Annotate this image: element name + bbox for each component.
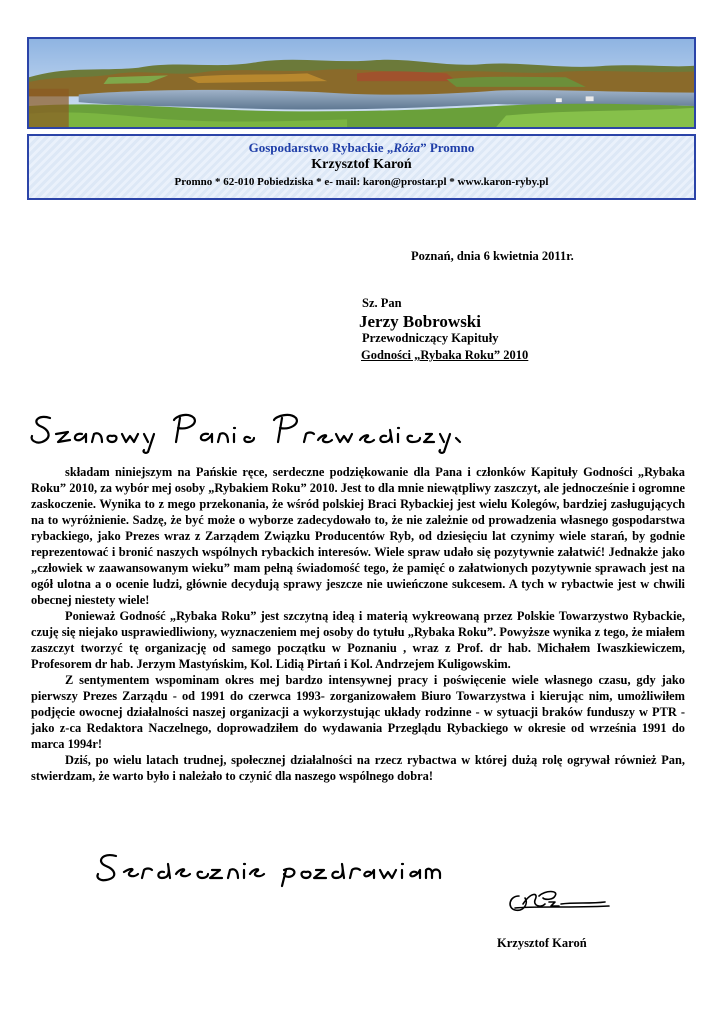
handwritten-greeting-image [28, 400, 478, 455]
recipient-role: Przewodniczący Kapituły [362, 331, 499, 345]
header-landscape-photo [27, 37, 696, 129]
letterhead [27, 134, 696, 200]
company-name-suffix: ” Promno [420, 140, 475, 155]
body-paragraph: Ponieważ Godność „Rybaka Roku” jest szczytną ideą i materią wykreowaną przez Polskie Towarzystwo Rybackie, czuję się niejako usprawiedliwiony, wyznaczeniem mej osoby do tytułu „Rybaka Roku”. Powyższe wynika z tego, że miałem zaszczyt tworzyć tę organizację od samego początku w Poznaniu , wraz z Prof. dr hab. Michałem Iwaszkiewiczem, Profesorem dr hab. Jerzym Mastyńskim, Kol. Lidią Pirtań i Kol. Andrzejem Kuligowskim. [31, 609, 685, 671]
recipient-name: Jerzy Bobrowski [359, 312, 481, 331]
body-paragraph: Z sentymentem wspominam okres mej bardzo intensywnej pracy i poświęcenie wiele własnego czasu, gdy jako pierwszy Prezes Zarządu - od 1991 do czerwca 1993- zorganizowałem Biuro Towarzystwa i kierując nim, umożliwiłem podjęcie owocnej działalności naszej organizacji a wykorzystując układy rodzinne - w sytuacji braków funduszy w PTR - jako z-ca Redaktora Naczelnego, doprowadziłem do wydawania Przeglądu Rybackiego w okresie od września 1991 do marca 1994r! [31, 673, 685, 751]
body-paragraph: składam niniejszym na Pańskie ręce, serdeczne podziękowanie dla Pana i członków Kapituły Godności „Rybaka Roku” 2010, za wybór mej osoby „Rybakiem Roku” 2010. Jest to dla mnie niewątpliwy zaszczyt, ale jednocześnie i ogromne zaskoczenie. Wynika to z mego przekonania, że wśród polskiej Braci Rybackiej jest wielu Kolegów, bardziej zasługujących na to wyróżnienie. Sadzę, że być może o wyborze zadecydowało to, że nie zależnie od prowadzenia własnego gospodarstwa rybackiego, jako Prezes wraz z Zarządem Związku Producentów Ryb, od dziesięciu lat czynimy wiele starań, by godnie reprezentować i bronić naszych wspólnych rybackich interesów. Wiele spraw udało się pozytywnie załatwić! Jednakże jako „człowiek w zaawansowanym wieku” mam pełną świadomość tego, że pamięć o załatwionych pozytywnie sprawach jest na ogół ulotna a o ocenie ludzi, głównie decydują sprawy jeszcze nie uwieńczone sukcesem. A tych w rybactwie jest w chwili obecnej niestety wiele! [31, 465, 685, 607]
signature-image [505, 886, 615, 916]
letter-date: Poznań, dnia 6 kwietnia 2011r. [411, 249, 574, 263]
lake-landscape-image [29, 39, 694, 127]
handwritten-signature [505, 886, 615, 916]
contact-line: Promno * 62-010 Pobiedziska * e- mail: karon@prostar.pl * www.karon-ryby.pl [174, 176, 549, 188]
recipient-title: Godności „Rybaka Roku” 2010 [361, 348, 529, 362]
recipient-salutation: Sz. Pan [362, 296, 402, 310]
handwritten-greeting [28, 400, 478, 455]
signer-name: Krzysztof Karoń [497, 936, 587, 950]
owner-name: Krzysztof Karoń [311, 157, 412, 172]
handwritten-closing-image [94, 846, 454, 888]
letter-body [31, 464, 685, 784]
company-name-prefix: Gospodarstwo Rybackie „ [248, 140, 394, 155]
company-name [29, 140, 694, 156]
body-paragraph: Dziś, po wielu latach trudnej, społecznej działalności na rzecz rybactwa w której dużą rolę ogrywał również Pan, stwierdzam, że warto było i należało to czynić dla naszego wspólnego dobra! [31, 753, 685, 783]
company-name-italic: Róża [393, 140, 421, 155]
handwritten-closing [94, 846, 454, 888]
